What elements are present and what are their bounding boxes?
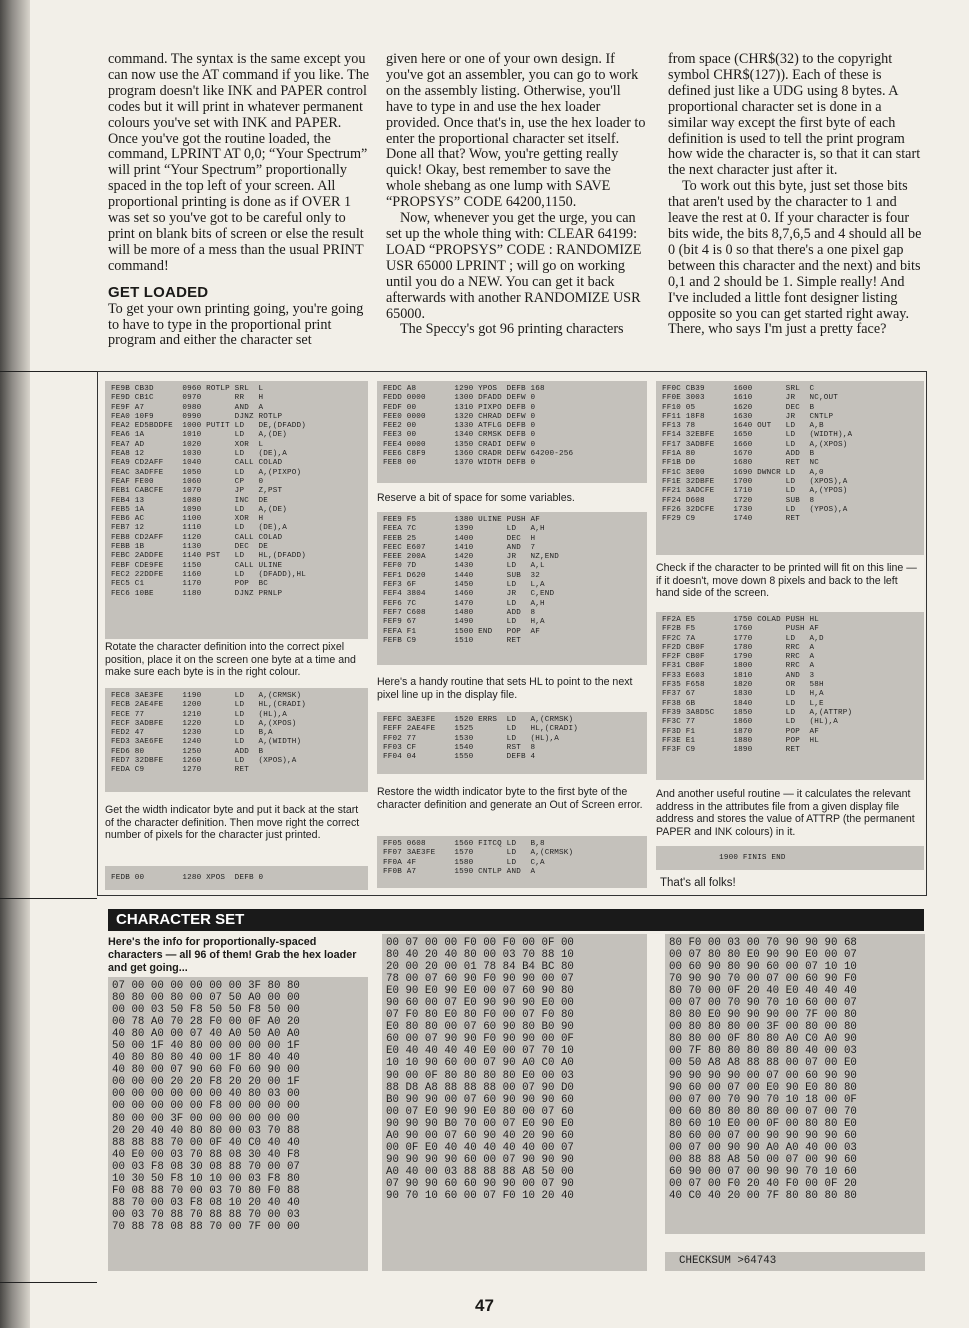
article-column-1 [108,52,372,349]
hex-table-3: 80 F0 00 03 00 70 90 90 90 68 00 07 80 80 E0 90 90 E0 00 07 00 60 90 80 90 60 00 07 10 10 70 90 90 70 00 07 00 60 90 F0 80 70 00 0F 20 40 E0 40 40 40 00 07 00 70 90 70 10 60 00 07 80 80 E0 90 90 90 00 7F 00 80 00 80 80 80 00 3F 00 80 00 80 80 80 00 0F 80 80 A0 C0 A0 90 00 7F 80 80 80 80 80 40 00 03 00 50 A8 A8 88 88 00 07 00 E0 90 90 90 90 00 07 00 60 90 90 90 60 00 07 00 E0 90 E0 80 80 00 07 00 70 90 70 10 18 00 0F 00 60 80 80 80 80 00 07 00 70 80 60 10 E0 00 0F 00 80 80 E0 80 60 00 07 00 90 90 90 90 60 00 07 00 90 90 A0 A0 40 00 03 00 88 88 A8 50 00 07 00 90 60 60 90 00 07 00 90 90 70 10 60 00 07 00 F0 20 40 F0 00 0F 20 40 C0 40 20 00 7F 80 80 80 80 [665,934,925,1234]
section-banner: CHARACTER SET [108,909,924,931]
article-paragraph: given here or one of your own design. If you've got an assembler, you can go to work on the assembly listing. Otherwise, you'll have to type in and use the hex loader provided. Once that's in, use the hex loader to enter the proportional character set itself. Done all that? Wow, you're getting really quick! Okay, best remember to save the whole shebang as one lump with SAVE “PROPSYS” CODE 64200,1150. [386,51,646,211]
page-number: 47 [475,1296,494,1315]
listing-width: FEC8 3AE3FE 1190 LD A,(CRMSK) FECB 2AE4FE 1200 LD HL,(CRADI) FECE 77 1210 LD (HL),A FECF 3ADBFE 1220 LD A,(XPOS) FED2 47 1230 LD B,A FED3 3AE6FE 1240 LD A,(WIDTH) FED6 80 1250 ADD B FED7 32DBFE 1260 LD (XPOS),A FEDA C9 1270 RET [105,688,368,792]
article-paragraph: Now, whenever you get the urge, you can set up the whole thing with: CLEAR 64199: LOAD “PROPSYS” CODE : RANDOMIZE USR 65000 LPRINT ; will go on working until you do a NEW. You can get it back afterwards with another RANDOMIZE USR 65000. [386,210,642,322]
listing-caption: And another useful routine — it calculates the relevant address in the attributes file from a given display file address and stores the value of ATTRP (the permanent PAPER and INK colours) in it. [656,788,915,838]
listing-variables: FEDC A8 1290 YPOS DEFB 168 FEDD 0000 1300 DFADD DEFW 0 FEDF 00 1310 PIXPO DEFB 0 FEE0 0000 1320 CHRAD DEFW 0 FEE2 00 1330 ATFLG DEFB 0 FEE3 00 1340 CRMSK DEFB 0 FEE4 0000 1350 CRADI DEFW 0 FEE6 C8F9 1360 CRADR DEFW 64200-256 FEE8 00 1370 WIDTH DEFB 0 [377,381,647,483]
article-paragraph: from space (CHR$(32) to the copyright symbol CHR$(127)). Each of these is defined just like a UDG using 8 bytes. A proportional character set is done in a similar way except the first byte of each definition is used to tell the print program how wide the character is, so that it can start the next character just after it. [668,51,921,179]
article-column-3 [668,52,924,338]
charset-intro: Here's the info for proportionally-spaced characters — all 96 of them! Grab the hex loader and get going... [108,936,357,974]
listing-cntlp: FF0C CB39 1600 SRL C FF0E 3003 1610 JR NC,OUT FF10 05 1620 DEC B FF11 18F8 1630 JR CNTLP FF13 78 1640 OUT LD A,B FF14 32EBFE 1650 LD (WIDTH),A FF17 3ADBFE 1660 LD A,(XPOS) FF1A 80 1670 ADD B FF1B D0 1680 RET NC FF1C 3E00 1690 DWNCR LD A,0 FF1E 32DBFE 1700 LD (XPOS),A FF21 3ADCFE 1710 LD A,(YPOS) FF24 D608 1720 SUB 8 FF26 32DCFE 1730 LD (YPOS),A FF29 C9 1740 RET [656,381,924,555]
listing-caption: Reserve a bit of space for some variables. [377,492,575,504]
listing-xpos: FEDB 00 1280 XPOS DEFB 0 [105,866,368,890]
listing-uline: FEE9 F5 1380 ULINE PUSH AF FEEA 7C 1390 LD A,H FEEB 25 1400 DEC H FEEC E607 1410 AND 7 FEEE 200A 1420 JR NZ,END FEF0 7D 1430 LD A,L FEF1 D620 1440 SUB 32 FEF3 6F 1450 LD L,A FEF4 3804 1460 JR C,END FEF6 7C 1470 LD A,H FEF7 C608 1480 ADD 8 FEF9 67 1490 LD H,A FEFA F1 1500 END POP AF FEFB C9 1510 RET [377,512,647,665]
checksum: CHECKSUM >64743 [665,1252,925,1271]
listing-putit: FE9B CB3D 0960 ROTLP SRL L FE9D CB1C 0970 RR H FE9F A7 0980 AND A FEA0 10F9 0990 DJNZ ROTLP FEA2 ED5BDDFE 1000 PUTIT LD DE,(DFADD) FEA6 1A 1010 LD A,(DE) FEA7 AD 1020 XOR L FEA8 12 1030 LD (DE),A FEA9 CD2AFF 1040 CALL COLAD FEAC 3ADFFE 1050 LD A,(PIXPO) FEAF FE00 1060 CP 0 FEB1 CABCFE 1070 JP Z,PST FEB4 13 1080 INC DE FEB5 1A 1090 LD A,(DE) FEB6 AC 1100 XOR H FEB7 12 1110 LD (DE),A FEB8 CD2AFF 1120 CALL COLAD FEBB 1B 1130 DEC DE FEBC 2ADDFE 1140 PST LD HL,(DFADD) FEBF CDE9FE 1150 CALL ULINE FEC2 22DDFE 1160 LD (DFADD),HL FEC5 C1 1170 POP BC FEC6 10BE 1180 DJNZ PRNLP [105,381,368,639]
article-column-2 [386,52,646,338]
article-paragraph: To get your own printing going, you're going to have to type in the proportional print program and either the character set [108,300,364,349]
listing-finis: 1900 FINIS END [656,846,924,870]
listing-caption: That's all folks! [660,877,736,889]
page-binding-shadow [0,0,30,1328]
listing-caption: Check if the character to be printed will fit on this line — if it doesn't, move down 8 pixels and back to the left hand side of the screen. [656,562,917,600]
listing-caption: Rotate the character definition into the correct pixel position, place it on the screen one byte at a time and make sure each byte is in the right colour. [105,641,356,679]
article-paragraph: command. The syntax is the same except you can now use the AT command if you like. The program doesn't like INK and PAPER control codes but it will print in whatever permanent colours you've set with INK and PAPER. Once you've got the routine loaded, the command, LPRINT AT 0,0; “Your Spectrum” will print “Your Spectrum” proportionally spaced in the top left of your screen. All proportional printing is done as if OVER 1 was set so you've got to be careful only to print on blank bits of screen or else the result will be more of a mess than the usual PRINT command! [108,51,370,274]
article-paragraph: The Speccy's got 96 printing characters [400,321,624,338]
hex-table-1: 07 00 00 00 00 00 00 3F 80 80 80 80 00 80 00 07 50 A0 00 00 00 00 03 50 F8 50 50 F8 50 00 00 78 A0 70 28 F0 00 0F A0 20 40 80 A0 00 07 40 A0 50 A0 A0 50 00 1F 40 80 00 00 00 00 1F 40 80 80 80 40 00 1F 80 40 40 40 80 00 07 90 60 F0 60 90 00 00 00 00 20 20 F8 20 20 00 1F 00 00 00 00 00 00 40 80 03 00 00 00 00 00 00 F8 00 00 00 00 80 00 00 3F 00 00 00 00 00 00 20 20 40 40 80 80 00 03 70 88 88 88 88 70 00 0F 40 C0 40 40 40 E0 00 03 70 88 08 30 40 F8 00 03 F8 08 30 08 88 70 00 07 10 30 50 F8 10 10 00 03 F8 80 F0 08 88 70 00 03 70 80 F0 88 88 70 00 03 F8 08 10 20 40 40 00 03 70 88 70 88 88 70 00 03 70 88 78 08 88 70 00 7F 00 00 [108,977,368,1271]
divider-line [0,898,97,899]
listing-errs: FEFC 3AE3FE 1520 ERRS LD A,(CRMSK) FEFF 2AE4FE 1525 LD HL,(CRADI) FF02 77 1530 LD (HL),A FF03 CF 1540 RST 8 FF04 04 1550 DEFB 4 [377,712,647,774]
listing-caption: Get the width indicator byte and put it back at the start of the character definition. Then move right the correct number of pixels for the character just printed. [105,804,360,842]
listing-fitcq: FF05 0608 1560 FITCQ LD B,8 FF07 3AE3FE 1570 LD A,(CRMSK) FF0A 4F 1580 LD C,A FF0B A7 1590 CNTLP AND A [377,836,647,888]
section-heading: GET LOADED [108,283,209,301]
listing-colad: FF2A E5 1750 COLAD PUSH HL FF2B F5 1760 PUSH AF FF2C 7A 1770 LD A,D FF2D CB0F 1780 RRC A FF2F CB0F 1790 RRC A FF31 CB0F 1800 RRC A FF33 E603 1810 AND 3 FF35 F658 1820 OR 58H FF37 67 1830 LD H,A FF38 6B 1840 LD L,E FF39 3A8D5C 1850 LD A,(ATTRP) FF3C 77 1860 LD (HL),A FF3D F1 1870 POP AF FF3E E1 1880 POP HL FF3F C9 1890 RET [656,612,924,780]
divider-line [0,1282,97,1283]
article-paragraph: To work out this byte, just set those bits that aren't used by the character to 1 and leave the rest at 0. If your character is four bits wide, the bits 8,7,6,5 and 4 should all be 0 (bit 4 is 0 so that there's a one pixel gap between this character and the next) and bits 0,1 and 2 should be 1. Simple really! And I've included a little font designer listing opposite so you can get started right away. There, who says I'm just a pretty face? [668,178,922,338]
listing-caption: Here's a handy routine that sets HL to point to the next pixel line up in the display file. [377,676,633,701]
hex-table-2: 00 07 00 00 F0 00 F0 00 0F 00 80 40 20 40 80 00 03 70 88 10 20 00 20 00 01 78 84 B4 BC 80 78 00 07 60 90 F0 90 90 00 07 E0 90 E0 90 E0 00 07 60 90 80 90 60 00 07 E0 90 90 90 E0 00 07 F0 80 E0 80 F0 00 07 F0 80 E0 80 80 00 07 60 90 80 B0 90 60 00 07 90 90 F0 90 90 00 0F E0 40 40 40 40 E0 00 07 70 10 10 10 90 60 00 07 90 A0 C0 A0 90 00 0F 80 80 80 80 E0 00 03 88 D8 A8 88 88 88 00 07 90 D0 B0 90 90 00 07 60 90 90 90 60 00 07 E0 90 90 E0 80 00 07 60 90 90 90 B0 70 00 07 E0 90 E0 A0 90 00 07 60 90 40 20 90 60 00 0F E0 40 40 40 40 40 00 07 90 90 90 90 60 00 07 90 90 90 A0 40 00 03 88 88 88 A8 50 00 07 90 90 60 60 90 90 00 07 90 90 70 10 60 00 07 F0 10 20 40 [382,934,647,1271]
listing-caption: Restore the width indicator byte to the first byte of the character definition and generate an Out of Screen error. [377,786,643,811]
divider-line [0,371,97,372]
